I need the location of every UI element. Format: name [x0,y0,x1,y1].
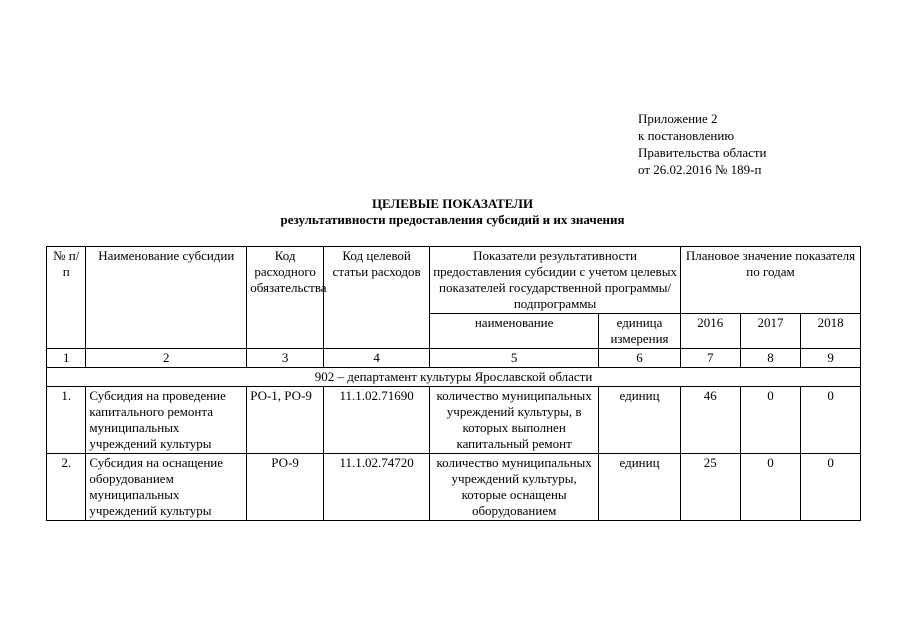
department-row [47,368,861,387]
row-indicator: количество муниципальных учреждений культуры, в которых выполнен капитальный ремонт [430,387,599,454]
appendix-block [638,110,767,178]
row-value-2017: 0 [740,454,801,521]
department-label: 902 – департамент культуры Ярославской области [47,368,861,387]
row-value-2016: 25 [680,454,740,521]
column-number: 9 [801,349,861,368]
header-year: 2018 [801,314,861,349]
header-indicators: Показатели результативности предоставления субсидии с учетом целевых показателей государственной программы/подпрограммы [430,247,681,314]
header-row [47,247,861,314]
indicators-table [46,246,861,521]
document-title: ЦЕЛЕВЫЕ ПОКАЗАТЕЛИ [371,196,534,211]
column-number: 2 [86,349,247,368]
row-value-2018: 0 [801,387,861,454]
header-planned: Плановое значение показателя по годам [680,247,860,314]
header-year: 2016 [680,314,740,349]
row-subsidy-name: Субсидия на оснащение оборудованием муниципальных учреждений культуры [86,454,247,521]
table-row [47,454,861,521]
row-unit: единиц [599,454,681,521]
column-number: 6 [599,349,681,368]
row-unit: единиц [599,387,681,454]
document-subtitle: результативности предоставления субсидий и их значения [280,212,625,227]
header-name: Наименование субсидии [86,247,247,349]
row-indicator: количество муниципальных учреждений культуры, которые оснащены оборудованием [430,454,599,521]
column-number: 5 [430,349,599,368]
header-article-code: Код целевой статьи расходов [324,247,430,349]
row-expense-code: РО-9 [247,454,324,521]
column-number: 1 [47,349,86,368]
appendix-line: от 26.02.2016 № 189-п [638,162,762,177]
column-number: 3 [247,349,324,368]
column-number: 8 [740,349,801,368]
column-number: 7 [680,349,740,368]
header-unit: единица измерения [599,314,681,349]
header-expense-code: Код расходного обязательства [247,247,324,349]
row-value-2016: 46 [680,387,740,454]
row-value-2018: 0 [801,454,861,521]
row-article-code: 11.1.02.71690 [324,387,430,454]
column-number: 4 [324,349,430,368]
row-value-2017: 0 [740,387,801,454]
header-num: № п/п [47,247,86,349]
row-subsidy-name: Субсидия на проведение капитального ремонта муниципальных учреждений культуры [86,387,247,454]
table-row [47,387,861,454]
column-numbers-row [47,349,861,368]
header-year: 2017 [740,314,801,349]
row-num: 2. [47,454,86,521]
appendix-line: к постановлению [638,128,735,143]
appendix-line: Приложение 2 [638,111,718,126]
appendix-line: Правительства области [638,145,767,160]
row-expense-code: РО-1, РО-9 [247,387,324,454]
row-num: 1. [47,387,86,454]
header-indicator-name: наименование [430,314,599,349]
row-article-code: 11.1.02.74720 [324,454,430,521]
